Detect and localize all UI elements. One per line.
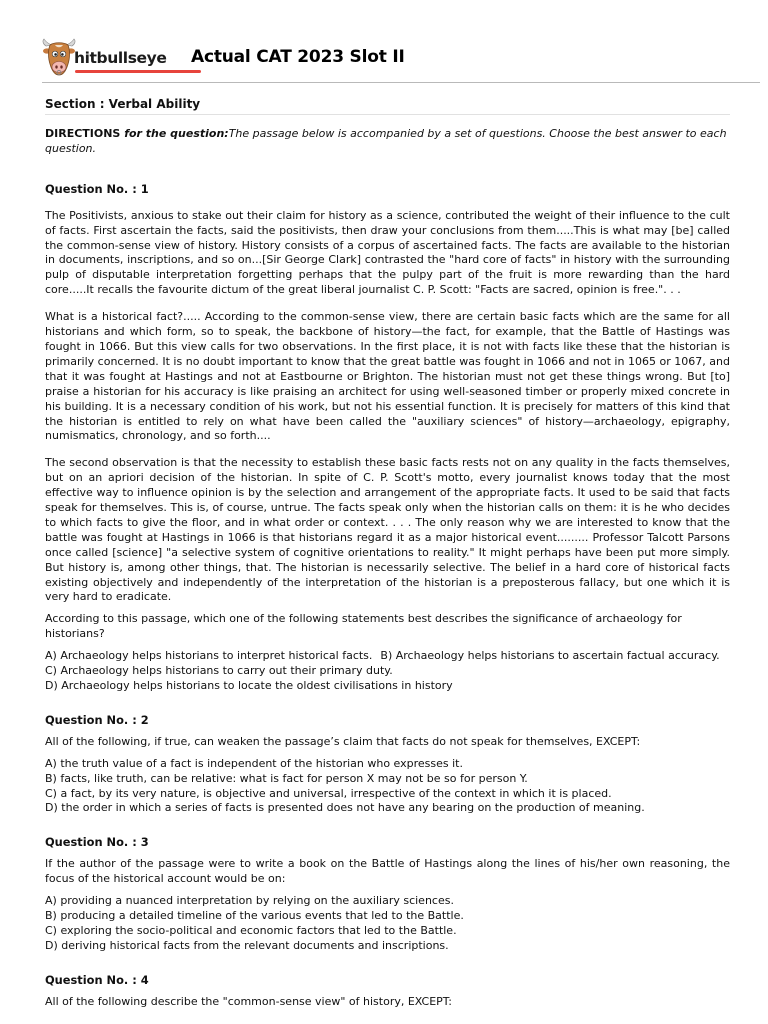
option-b[interactable]: B) facts, like truth, can be relative: what is fact for person X may not be so for person Y. [45,771,528,785]
question-heading: Question No. : 4 [45,972,149,987]
option-c[interactable]: C) a fact, by its very nature, is objective and universal, irrespective of the context in which it is placed. [45,786,612,800]
question-heading: Question No. : 2 [45,712,149,727]
section-divider [45,114,730,115]
bull-head-icon [42,38,76,78]
brand-logo[interactable] [42,38,202,78]
directions-text: The passage below is accompanied by a set of questions. Choose the best answer to each question. [45,127,727,155]
brand-underline [75,70,201,73]
option-c[interactable]: C) Archaeology helps historians to carry out their primary duty. [45,664,393,678]
question-text: All of the following describe the "common-sense view" of history, EXCEPT: [45,994,453,1008]
option-a[interactable]: A) providing a nuanced interpretation by relying on the auxiliary sciences. [45,894,454,908]
option-c[interactable]: C) exploring the socio-political and economic factors that led to the Battle. [45,923,457,937]
question-heading: Question No. : 1 [45,181,149,196]
options-list [45,757,730,817]
option-d[interactable]: D) the order in which a series of facts is presented does not have any bearing on the production of meaning. [45,801,645,815]
question-heading: Question No. : 3 [45,835,149,850]
options-list [45,649,730,694]
option-d[interactable]: D) deriving historical facts from the relevant documents and inscriptions. [45,938,449,952]
passage-paragraph: What is a historical fact?..... According to the common-sense view, there are certain basic facts which are the same for all historians and which form, so to speak, the backbone of history—the fact, for example, that the Battle of Hastings was fought in 1066. But this view calls for two observations. In the first place, it is not with facts like these that the historian is primarily concerned. It is no doubt important to know that the great battle was fought in 1066 and not in 1065 or 1067, and that it was fought at Hastings and not at Eastbourne or Brighton. The historian must not get these things wrong. But [to] praise a historian for his accuracy is like praising an architect for using well-seasoned timber or properly mixed concrete in his building. It is a necessary condition of his work, but not his essential function. It is precisely for matters of this kind that the historian is entitled to rely on what have been called the "auxiliary sciences" of history—archaeology, epigraphy, numismatics, chronology, and so forth.... [45,310,730,443]
option-b[interactable]: B) producing a detailed timeline of the various events that led to the Battle. [45,908,464,922]
question-text: All of the following, if true, can weaken the passage’s claim that facts do not speak for themselves, EXCEPT: [45,734,641,748]
passage-paragraph: The second observation is that the necessity to establish these basic facts rests not on any quality in the facts themselves, but on an apriori decision of the historian. In spite of C. P. Scott's motto, every journalist knows today that the most effective way to influence opinion is by the selection and arrangement of the appropriate facts. It used to be said that facts speak for themselves. This is, of course, untrue. The facts speak only when the historian calls on them: it is he who decides to which facts to give the floor, and in what order or context. . . . The only reason why we are interested to know that the battle was fought at Hastings in 1066 is that historians regard it as a major historical event......... Professor Talcott Parsons once called [science] "a selective system of cognitive orientations to reality." It might perhaps have been put more simply. But history is, among other things, that. The historian is necessarily selective. The belief in a hard core of historical facts existing objectively and independently of the interpretation of the historian is a preposterous fallacy, but one which it is very hard to eradicate. [45,456,730,604]
main-content [45,97,730,1010]
directions-emphasis: for the question: [120,127,229,140]
page-header [0,0,768,84]
question-text: If the author of the passage were to write a book on the Battle of Hastings along the lines of his/her own reasoning, the focus of the historical account would be on: [45,857,730,886]
option-a[interactable]: A) the truth value of a fact is independent of the historian who expresses it. [45,756,463,770]
options-list [45,894,730,954]
directions-label: DIRECTIONS [45,127,121,140]
document-title: Actual CAT 2023 Slot II [191,47,405,67]
option-row [45,649,730,664]
directions [45,127,730,157]
passage-paragraph: The Positivists, anxious to stake out their claim for history as a science, contributed the weight of their influence to the cult of facts. First ascertain the facts, said the positivists, then draw your conclusions from them.....This is what may [be] called the common-sense view of history. History consists of a corpus of ascertained facts. The facts are available to the historian in documents, inscriptions, and so on...[Sir George Clark] contrasted the "hard core of facts" in history with the surrounding pulp of disputable interpretation forgetting perhaps that the pulpy part of the fruit is more rewarding than the hard core.....It recalls the favourite dictum of the great liberal journalist C. P. Scott: "Facts are sacred, opinion is free.". . . [45,208,730,297]
section-title: Section : Verbal Ability [45,97,201,111]
brand-name: hitbullseye [74,49,167,67]
option-b[interactable]: B) Archaeology helps historians to ascertain factual accuracy. [380,649,720,663]
question-text: According to this passage, which one of the following statements best describes the significance of archaeology for historians? [45,612,682,641]
option-d[interactable]: D) Archaeology helps historians to locate the oldest civilisations in history [45,679,453,692]
option-a[interactable]: A) Archaeology helps historians to interpret historical facts. [45,649,373,663]
header-divider [42,82,760,83]
